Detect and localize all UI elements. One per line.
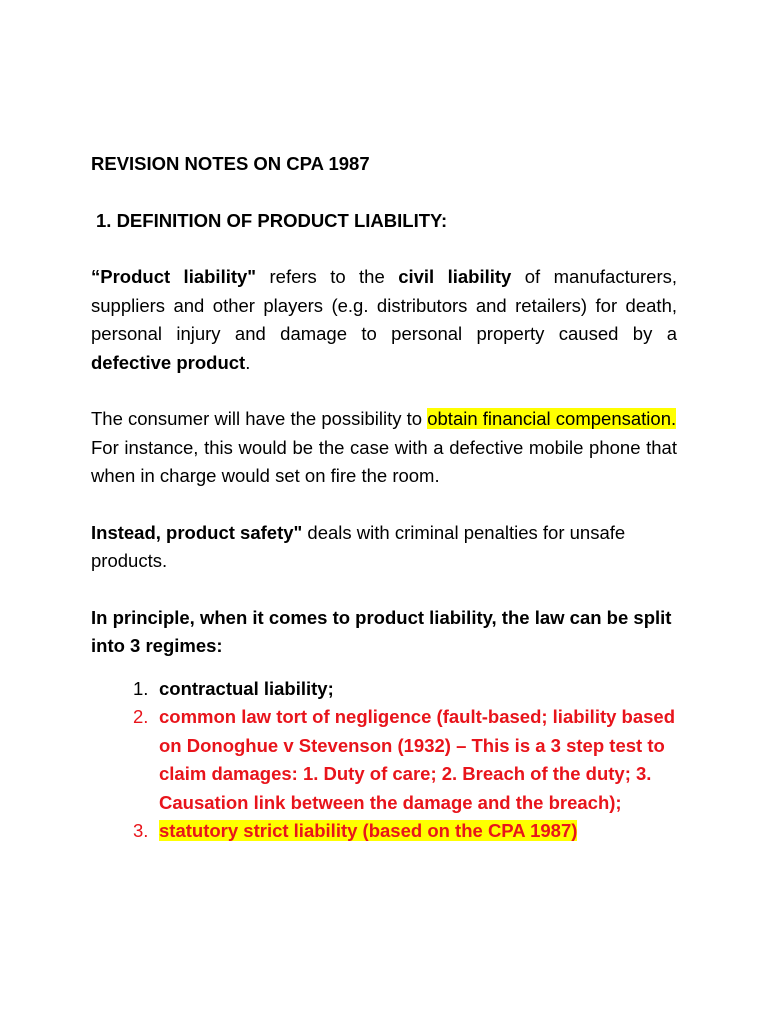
regime-item [133, 817, 677, 846]
term-product-liability: “Product liability" [91, 266, 257, 287]
regimes-list [91, 675, 677, 846]
section-heading-definition: 1. DEFINITION OF PRODUCT LIABILITY: [96, 209, 448, 231]
paragraph-compensation [91, 405, 677, 434]
regime-item [133, 703, 677, 817]
text-segment: deals with criminal penalties for unsafe products. [91, 521, 626, 571]
document-page [91, 150, 677, 846]
term-product-safety: Instead, product safety" [91, 521, 303, 543]
paragraph-product-safety [91, 519, 677, 576]
paragraph-definition [91, 263, 677, 377]
document-title: REVISION NOTES ON CPA 1987 [91, 153, 370, 174]
paragraph-example: For instance, this would be the case with a defective mobile phone that when in charge would set on fire the room. [91, 436, 677, 486]
paragraph-regimes-intro: In principle, when it comes to product liability, the law can be split into 3 regimes: [91, 606, 672, 656]
text-segment: of manufacturers, suppliers and other players (e.g. distributors and retailers) for death, personal injury and damage to personal property caused by a [91, 266, 677, 344]
regime-text: contractual liability; [159, 677, 334, 699]
highlighted-compensation: obtain financial compensation. [427, 408, 677, 429]
term-defective-product: defective product [91, 351, 246, 373]
text-segment: . [245, 351, 251, 373]
text-segment: refers to the [256, 266, 399, 287]
regime-text: common law tort of negligence (fault-based; liability based on Donoghue v Stevenson (1932) – This is a 3 step test to claim damages: 1. Duty of care; 2. Breach of the duty; 3. Causation link between the damage and the breach); [159, 706, 676, 813]
list-number: 1. [133, 677, 149, 699]
list-number: 2. [133, 706, 149, 727]
regime-text: statutory strict liability (based on the CPA 1987) [159, 820, 578, 841]
regime-item [133, 675, 677, 704]
text-segment: The consumer will have the possibility to [91, 408, 428, 429]
list-number: 3. [133, 820, 149, 841]
term-civil-liability: civil liability [398, 266, 512, 287]
